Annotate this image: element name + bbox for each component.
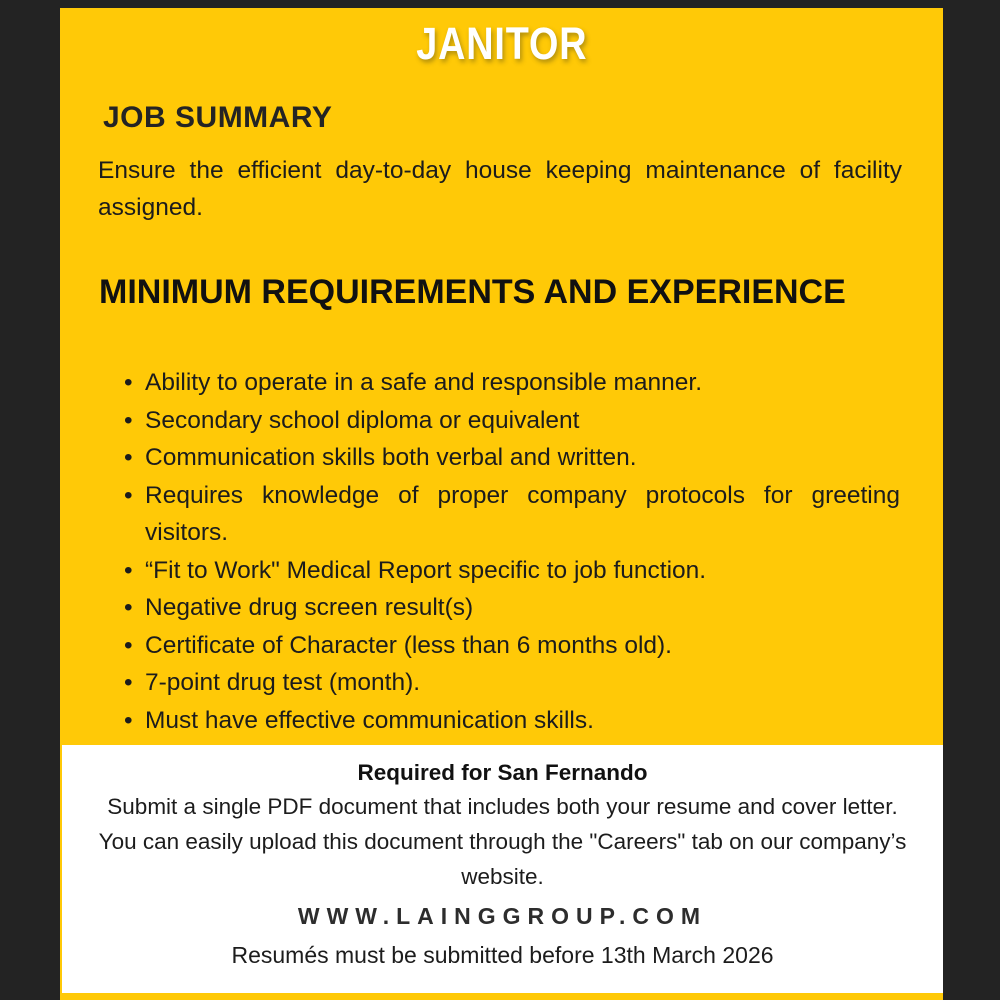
requirement-item: • Secondary school diploma or equivalent — [145, 402, 900, 440]
footer-website: WWW.LAINGGROUP.COM — [297, 903, 708, 929]
poster-title: JANITOR — [415, 18, 588, 69]
job-summary-text: Ensure the efficient day-to-day house keeping maintenance of facility assigned. — [98, 157, 902, 222]
requirement-item: • Communication skills both verbal and written. — [145, 439, 900, 477]
footer-panel — [62, 745, 943, 993]
footer-location-heading: Required for San Fernando — [357, 760, 648, 785]
requirement-item: • Requires knowledge of proper company protocols for greeting visitors. — [145, 477, 900, 552]
requirements-list — [60, 364, 900, 739]
title-area — [60, 8, 943, 67]
job-summary-heading: JOB SUMMARY — [103, 101, 333, 135]
requirements-heading: MINIMUM REQUIREMENTS AND EXPERIENCE — [99, 273, 846, 312]
requirement-item: • Must have effective communication skills. — [145, 702, 900, 740]
requirement-item: • Negative drug screen result(s) — [145, 589, 900, 627]
requirement-item: • 7-point drug test (month). — [145, 664, 900, 702]
requirement-item: • Ability to operate in a safe and responsible manner. — [145, 364, 900, 402]
footer-instructions: Submit a single PDF document that includes both your resume and cover letter. You can easily upload this document through the "Careers" tab on our company’s website. — [98, 794, 907, 889]
footer-deadline: Resumés must be submitted before 13th March 2026 — [231, 942, 774, 968]
poster — [60, 8, 943, 1000]
requirement-item: • “Fit to Work" Medical Report specific to job function. — [145, 552, 900, 590]
requirement-item: • Certificate of Character (less than 6 months old). — [145, 627, 900, 665]
